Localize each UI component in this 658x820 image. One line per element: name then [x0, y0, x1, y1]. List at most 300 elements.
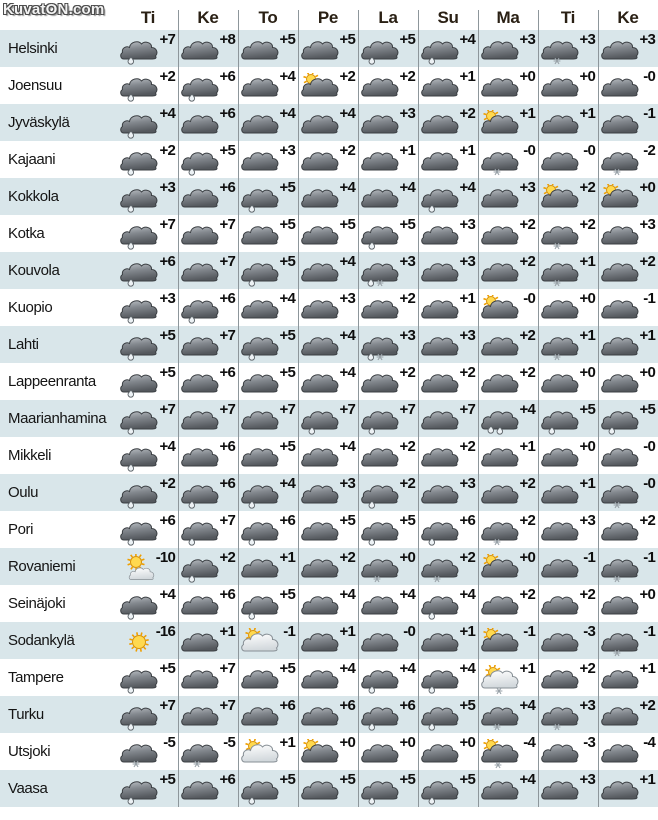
- city-label: Tampere: [8, 669, 64, 686]
- weather-cell: [298, 474, 358, 511]
- weather-cell: [358, 67, 418, 104]
- temp-value: +6: [399, 697, 415, 714]
- temp-value: -0: [583, 142, 595, 159]
- temp-value: +7: [219, 512, 235, 529]
- cloud-icon: [360, 591, 400, 621]
- weather-cell: [238, 696, 298, 733]
- weather-cell: [598, 622, 658, 659]
- rain-cloud-icon: [119, 776, 159, 806]
- snow-cloud-icon: [540, 36, 580, 66]
- weather-cell: [478, 400, 538, 437]
- cloud-icon: [420, 73, 460, 103]
- temp-value: +4: [279, 290, 295, 307]
- cloud-icon: [540, 110, 580, 140]
- cloud-icon: [420, 480, 460, 510]
- snow-cloud-icon: [540, 258, 580, 288]
- temp-value: +5: [399, 216, 415, 233]
- temp-value: +4: [399, 660, 415, 677]
- weather-cell: [118, 511, 178, 548]
- weather-cell: [418, 511, 478, 548]
- cloud-icon: [300, 702, 340, 732]
- temp-value: +6: [159, 253, 175, 270]
- temp-value: -1: [283, 623, 295, 640]
- temp-value: +2: [519, 475, 535, 492]
- cloud-icon: [180, 332, 220, 362]
- weather-cell: [598, 770, 658, 807]
- temp-value: +6: [219, 105, 235, 122]
- cloud-icon: [360, 369, 400, 399]
- cloud-icon: [300, 776, 340, 806]
- snow-cloud-icon: [420, 554, 460, 584]
- weather-cell: [118, 289, 178, 326]
- weather-cell: [238, 585, 298, 622]
- rain-cloud-icon: [119, 702, 159, 732]
- temp-value: +6: [219, 771, 235, 788]
- cloud-icon: [540, 517, 580, 547]
- weather-cell: [118, 400, 178, 437]
- weather-cell: [238, 67, 298, 104]
- weather-cell: [598, 474, 658, 511]
- cloud-icon: [240, 36, 280, 66]
- temp-value: +5: [279, 253, 295, 270]
- cloud-icon: [300, 480, 340, 510]
- temp-value: +3: [159, 290, 175, 307]
- cloud-icon: [420, 110, 460, 140]
- temp-value: +5: [279, 364, 295, 381]
- weather-cell: [238, 215, 298, 252]
- temp-value: +2: [519, 512, 535, 529]
- day-header: La: [358, 0, 418, 30]
- temp-value: -0: [523, 290, 535, 307]
- city-label: Kotka: [8, 225, 45, 242]
- cloud-icon: [540, 554, 580, 584]
- rain-cloud-icon: [420, 591, 460, 621]
- weather-cell: [298, 252, 358, 289]
- temp-value: -1: [523, 623, 535, 640]
- temp-value: +4: [519, 771, 535, 788]
- temp-value: +3: [579, 31, 595, 48]
- temp-value: +4: [339, 364, 355, 381]
- temp-value: +3: [579, 512, 595, 529]
- weather-cell: [538, 659, 598, 696]
- rain-cloud-icon: [119, 480, 159, 510]
- cloud-icon: [360, 295, 400, 325]
- weather-cell: [358, 474, 418, 511]
- temp-value: +4: [159, 105, 175, 122]
- temp-value: +3: [399, 253, 415, 270]
- snow-cloud-icon: [480, 517, 520, 547]
- weather-cell: [238, 252, 298, 289]
- temp-value: +4: [279, 68, 295, 85]
- weather-cell: [178, 326, 238, 363]
- temp-value: +2: [639, 253, 655, 270]
- temp-value: +0: [519, 68, 535, 85]
- temp-value: +2: [399, 68, 415, 85]
- table-row: [0, 400, 658, 437]
- weather-cell: [178, 548, 238, 585]
- weather-cell: [598, 30, 658, 67]
- temp-value: +7: [159, 31, 175, 48]
- rain-cloud-icon: [360, 480, 400, 510]
- temp-value: +1: [579, 253, 595, 270]
- weather-cell: [118, 363, 178, 400]
- cloud-icon: [180, 776, 220, 806]
- weather-cell: [418, 585, 478, 622]
- rain-cloud-icon: [420, 36, 460, 66]
- heavy-rain-cloud-icon: [480, 406, 520, 436]
- temp-value: +5: [639, 401, 655, 418]
- weather-cell: [118, 733, 178, 770]
- cloud-icon: [240, 702, 280, 732]
- temp-value: +1: [639, 327, 655, 344]
- temp-value: +4: [339, 105, 355, 122]
- weather-cell: [298, 30, 358, 67]
- temp-value: +2: [159, 142, 175, 159]
- weather-cell: [478, 67, 538, 104]
- cloud-icon: [420, 443, 460, 473]
- cloud-icon: [300, 665, 340, 695]
- sun-with-small-cloud-icon: [119, 554, 159, 584]
- temp-value: +1: [459, 623, 475, 640]
- weather-cell: [478, 437, 538, 474]
- weather-cell: [598, 733, 658, 770]
- weather-cell: [178, 437, 238, 474]
- temp-value: -1: [643, 623, 655, 640]
- weather-cell: [178, 511, 238, 548]
- temp-value: +1: [519, 660, 535, 677]
- temp-value: +4: [519, 697, 535, 714]
- temp-value: +2: [519, 216, 535, 233]
- weather-cell: [358, 289, 418, 326]
- temp-value: +4: [339, 179, 355, 196]
- weather-cell: [478, 363, 538, 400]
- temp-value: +0: [519, 549, 535, 566]
- cloud-icon: [600, 776, 640, 806]
- city-label: Vaasa: [8, 780, 48, 797]
- weather-cell: [538, 363, 598, 400]
- snow-cloud-icon: [180, 739, 220, 769]
- snow-cloud-icon: [540, 221, 580, 251]
- temp-value: +6: [219, 179, 235, 196]
- cloud-icon: [300, 184, 340, 214]
- sun-behind-cloud-snow-icon: [480, 739, 520, 769]
- cloud-icon: [180, 221, 220, 251]
- cloud-icon: [600, 332, 640, 362]
- weather-cell: [538, 770, 598, 807]
- temp-value: +5: [159, 364, 175, 381]
- rain-cloud-icon: [600, 406, 640, 436]
- weather-cell: [238, 104, 298, 141]
- city-label: Oulu: [8, 484, 39, 501]
- weather-cell: [598, 585, 658, 622]
- weather-cell: [418, 696, 478, 733]
- weather-cell: [418, 30, 478, 67]
- cloud-icon: [300, 36, 340, 66]
- snow-cloud-icon: [480, 702, 520, 732]
- weather-cell: [238, 400, 298, 437]
- rain-cloud-icon: [360, 36, 400, 66]
- temp-value: +5: [219, 142, 235, 159]
- weather-cell: [418, 326, 478, 363]
- weather-cell: [358, 252, 418, 289]
- table-row: [0, 67, 658, 104]
- rain-cloud-icon: [420, 702, 460, 732]
- temp-value: +5: [459, 771, 475, 788]
- temp-value: +1: [459, 290, 475, 307]
- temp-value: +5: [579, 401, 595, 418]
- temp-value: +3: [459, 216, 475, 233]
- weather-cell: [178, 178, 238, 215]
- temp-value: +2: [459, 549, 475, 566]
- weather-cell: [298, 622, 358, 659]
- weather-cell: [178, 67, 238, 104]
- weather-cell: [358, 400, 418, 437]
- temp-value: -5: [223, 734, 235, 751]
- weather-cell: [298, 770, 358, 807]
- cloud-icon: [600, 665, 640, 695]
- weather-cell: [598, 437, 658, 474]
- temp-value: -1: [583, 549, 595, 566]
- city-label: Turku: [8, 706, 44, 723]
- temp-value: +5: [279, 179, 295, 196]
- temp-value: +7: [399, 401, 415, 418]
- temp-value: +7: [159, 216, 175, 233]
- temp-value: +3: [279, 142, 295, 159]
- weather-cell: [298, 585, 358, 622]
- cloud-icon: [480, 36, 520, 66]
- city-label: Rovaniemi: [8, 558, 76, 575]
- weather-cell: [358, 511, 418, 548]
- temp-value: +2: [459, 438, 475, 455]
- weather-cell: [178, 400, 238, 437]
- weather-cell: [238, 437, 298, 474]
- temp-value: +2: [519, 253, 535, 270]
- temp-value: +1: [519, 105, 535, 122]
- day-header: Ti: [538, 0, 598, 30]
- weather-cell: [598, 289, 658, 326]
- day-header: Ma: [478, 0, 538, 30]
- city-label: Pori: [8, 521, 34, 538]
- temp-value: +4: [279, 105, 295, 122]
- weather-cell: [598, 178, 658, 215]
- table-row: [0, 252, 658, 289]
- weather-cell: [238, 770, 298, 807]
- temp-value: -2: [643, 142, 655, 159]
- weather-cell: [178, 363, 238, 400]
- rain-cloud-icon: [180, 147, 220, 177]
- temp-value: +2: [219, 549, 235, 566]
- weather-cell: [478, 622, 538, 659]
- rain-cloud-icon: [119, 369, 159, 399]
- temp-value: +4: [459, 660, 475, 677]
- weather-cell: [418, 733, 478, 770]
- cloud-icon: [540, 295, 580, 325]
- cloud-icon: [480, 184, 520, 214]
- cloud-icon: [300, 554, 340, 584]
- temp-value: +3: [399, 327, 415, 344]
- temp-value: +6: [219, 586, 235, 603]
- snow-cloud-icon: [600, 554, 640, 584]
- rain-cloud-icon: [119, 443, 159, 473]
- temp-value: +5: [279, 771, 295, 788]
- weather-cell: [118, 30, 178, 67]
- table-row: [0, 363, 658, 400]
- rain-cloud-icon: [119, 110, 159, 140]
- weather-cell: [358, 770, 418, 807]
- temp-value: +2: [579, 216, 595, 233]
- rain-cloud-icon: [180, 295, 220, 325]
- weather-cell: [478, 178, 538, 215]
- temp-value: -4: [523, 734, 535, 751]
- sun-behind-cloud-icon: [300, 739, 340, 769]
- snow-cloud-icon: [600, 480, 640, 510]
- rain-cloud-icon: [119, 665, 159, 695]
- weather-cell: [598, 363, 658, 400]
- weather-cell: [538, 548, 598, 585]
- table-row: [0, 622, 658, 659]
- table-row: [0, 659, 658, 696]
- weather-cell: [298, 178, 358, 215]
- cloud-icon: [600, 36, 640, 66]
- weather-cell: [478, 585, 538, 622]
- cloud-icon: [540, 591, 580, 621]
- cloud-icon: [240, 443, 280, 473]
- snow-cloud-icon: [540, 332, 580, 362]
- cloud-icon: [480, 221, 520, 251]
- weather-cell: [358, 437, 418, 474]
- rain-cloud-icon: [119, 73, 159, 103]
- table-row: [0, 585, 658, 622]
- weather-cell: [418, 104, 478, 141]
- cloud-icon: [600, 702, 640, 732]
- temp-value: -3: [583, 734, 595, 751]
- weather-cell: [538, 437, 598, 474]
- weather-cell: [598, 400, 658, 437]
- weather-cell: [298, 511, 358, 548]
- cloud-icon: [180, 184, 220, 214]
- city-label: Seinäjoki: [8, 595, 66, 612]
- weather-cell: [178, 770, 238, 807]
- weather-cell: [478, 696, 538, 733]
- rain-cloud-icon: [119, 258, 159, 288]
- weather-cell: [418, 548, 478, 585]
- weather-cell: [178, 289, 238, 326]
- rain-cloud-icon: [420, 665, 460, 695]
- temp-value: +3: [579, 771, 595, 788]
- temp-value: +2: [399, 364, 415, 381]
- weather-cell: [298, 326, 358, 363]
- table-row: [0, 215, 658, 252]
- weather-cell: [298, 696, 358, 733]
- cloud-icon: [360, 628, 400, 658]
- weather-cell: [358, 30, 418, 67]
- temp-value: +2: [639, 512, 655, 529]
- temp-value: +4: [339, 586, 355, 603]
- weather-cell: [178, 215, 238, 252]
- cloud-icon: [540, 628, 580, 658]
- city-label: Lappeenranta: [8, 373, 96, 390]
- weather-cell: [478, 474, 538, 511]
- temp-value: +5: [339, 771, 355, 788]
- weather-cell: [178, 622, 238, 659]
- city-label: Kouvola: [8, 262, 60, 279]
- rain-cloud-icon: [240, 776, 280, 806]
- cloud-icon: [540, 480, 580, 510]
- temp-value: +7: [279, 401, 295, 418]
- temp-value: +1: [639, 771, 655, 788]
- weather-cell: [238, 548, 298, 585]
- cloud-icon: [300, 443, 340, 473]
- weather-cell: [478, 326, 538, 363]
- temp-value: +5: [399, 31, 415, 48]
- temp-value: +4: [459, 31, 475, 48]
- weather-cell: [538, 696, 598, 733]
- temp-value: +3: [579, 697, 595, 714]
- temp-value: -4: [643, 734, 655, 751]
- weather-cell: [538, 215, 598, 252]
- weather-cell: [538, 178, 598, 215]
- weather-cell: [598, 67, 658, 104]
- rain-cloud-icon: [360, 665, 400, 695]
- rain-cloud-icon: [360, 221, 400, 251]
- weather-cell: [118, 178, 178, 215]
- snow-cloud-icon: [119, 739, 159, 769]
- weather-cell: [538, 585, 598, 622]
- temp-value: +5: [279, 586, 295, 603]
- weather-cell: [598, 511, 658, 548]
- rain-cloud-icon: [240, 480, 280, 510]
- cloud-icon: [480, 443, 520, 473]
- temp-value: +3: [639, 216, 655, 233]
- weather-cell: [418, 770, 478, 807]
- rain-cloud-icon: [180, 73, 220, 103]
- rain-cloud-icon: [240, 258, 280, 288]
- weather-cell: [118, 437, 178, 474]
- snow-cloud-icon: [600, 147, 640, 177]
- temp-value: -1: [643, 290, 655, 307]
- sun-with-light-cloud-icon: [240, 739, 280, 769]
- rain-cloud-icon: [420, 776, 460, 806]
- cloud-icon: [540, 443, 580, 473]
- cloud-icon: [180, 591, 220, 621]
- weather-cell: [118, 622, 178, 659]
- rain-cloud-icon: [119, 517, 159, 547]
- cloud-icon: [480, 258, 520, 288]
- cloud-icon: [180, 443, 220, 473]
- rain-cloud-icon: [360, 517, 400, 547]
- temp-value: +5: [279, 31, 295, 48]
- cloud-icon: [360, 739, 400, 769]
- temp-value: +6: [219, 290, 235, 307]
- cloud-icon: [540, 665, 580, 695]
- weather-cell: [418, 474, 478, 511]
- temp-value: +1: [279, 549, 295, 566]
- weather-cell: [178, 252, 238, 289]
- weather-cell: [358, 548, 418, 585]
- weather-cell: [538, 400, 598, 437]
- sun-behind-cloud-icon: [480, 295, 520, 325]
- temp-value: +2: [579, 660, 595, 677]
- weather-cell: [178, 659, 238, 696]
- cloud-icon: [180, 369, 220, 399]
- temp-value: +1: [519, 438, 535, 455]
- table-row: [0, 289, 658, 326]
- temp-value: +2: [579, 179, 595, 196]
- temp-value: +0: [639, 586, 655, 603]
- weather-cell: [598, 252, 658, 289]
- cloud-icon: [240, 295, 280, 325]
- weather-cell: [298, 289, 358, 326]
